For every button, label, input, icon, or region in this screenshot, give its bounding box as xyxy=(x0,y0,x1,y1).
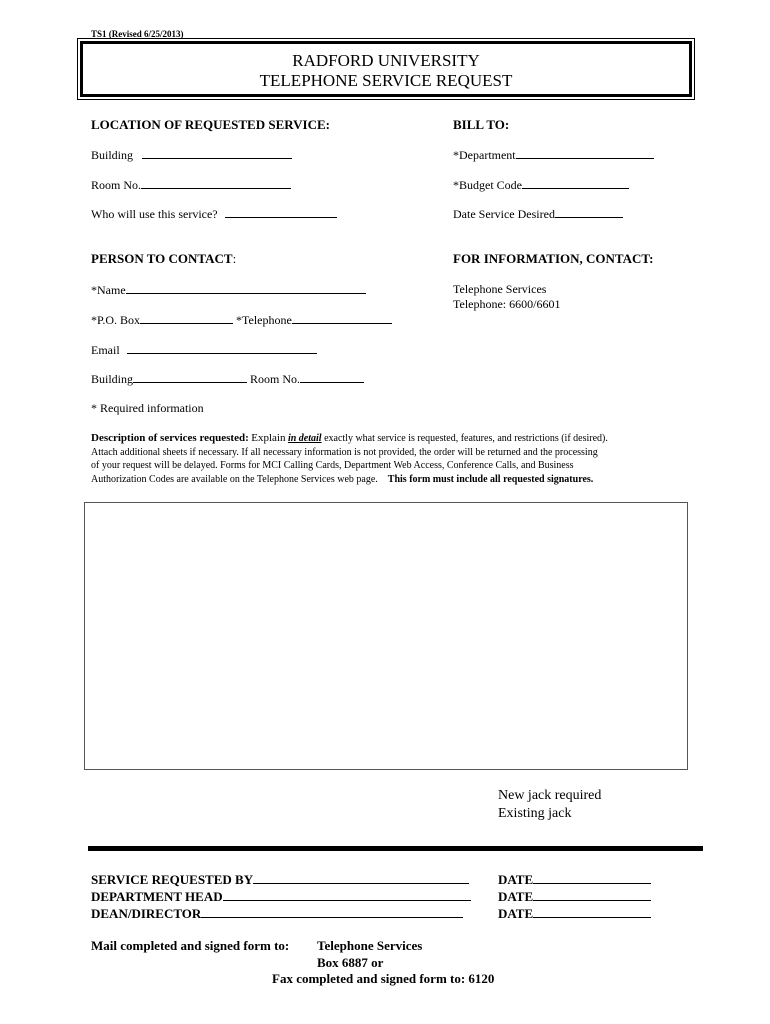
existing-jack-option[interactable]: Existing jack xyxy=(498,806,572,821)
description-lead: Description of services requested: xyxy=(91,432,249,444)
date-line-1[interactable] xyxy=(533,872,651,884)
dean-line[interactable] xyxy=(201,906,463,918)
who-label: Who will use this service? xyxy=(91,207,218,221)
dept-head-date[interactable] xyxy=(498,889,651,905)
contact-room-label: Room No. xyxy=(250,372,301,386)
date-label-2: DATE xyxy=(498,889,534,904)
section-divider xyxy=(88,846,703,851)
signatures-required-note: This form must include all requested signatures. xyxy=(387,473,594,485)
new-jack-option[interactable]: New jack required xyxy=(498,788,602,803)
dept-head-signature[interactable] xyxy=(91,889,471,905)
date-desired-line[interactable] xyxy=(555,206,623,218)
requested-by-line[interactable] xyxy=(253,872,469,884)
person-contact-heading-text: PERSON TO CONTACT xyxy=(91,251,233,266)
dept-head-label: DEPARTMENT HEAD xyxy=(91,889,223,904)
contact-room-line[interactable] xyxy=(300,371,364,383)
description-line4: Authorization Codes are available on the Telephone Services web page. xyxy=(91,473,378,485)
fax-instructions: Fax completed and signed form to: 6120 xyxy=(272,971,495,986)
location-building-field[interactable] xyxy=(91,147,292,163)
department-field[interactable] xyxy=(453,147,654,163)
description-textarea[interactable] xyxy=(84,502,688,770)
telephone-label: *Telephone xyxy=(236,313,292,327)
contact-name-line[interactable] xyxy=(126,282,366,294)
date-line-3[interactable] xyxy=(533,906,651,918)
email-line[interactable] xyxy=(127,342,317,354)
location-heading: LOCATION OF REQUESTED SERVICE: xyxy=(91,117,331,132)
department-label: *Department xyxy=(453,148,516,162)
po-box-line[interactable] xyxy=(140,312,233,324)
mail-box: Box 6887 or xyxy=(317,955,384,970)
info-contact-heading: FOR INFORMATION, CONTACT: xyxy=(453,251,654,266)
person-contact-heading-colon: : xyxy=(232,251,237,266)
requested-by-date[interactable] xyxy=(498,872,651,888)
room-line[interactable] xyxy=(141,177,291,189)
revision-label: TS1 (Revised 6/25/2013) xyxy=(91,29,184,39)
email-field[interactable] xyxy=(91,342,317,358)
contact-building-room-field[interactable] xyxy=(91,371,364,387)
date-desired-label: Date Service Desired xyxy=(453,207,555,221)
date-desired-field[interactable] xyxy=(453,206,623,222)
dept-head-line[interactable] xyxy=(223,889,471,901)
requested-by-label: SERVICE REQUESTED BY xyxy=(91,872,254,887)
po-box-telephone-field[interactable] xyxy=(91,312,392,328)
location-room-field[interactable] xyxy=(91,177,291,193)
title-box xyxy=(80,41,692,97)
dean-label: DEAN/DIRECTOR xyxy=(91,906,202,921)
who-field[interactable] xyxy=(91,206,337,222)
form-title: TELEPHONE SERVICE REQUEST xyxy=(259,71,513,90)
description-line1: exactly what service is requested, features, and restrictions (if desired). xyxy=(324,433,608,444)
building-line[interactable] xyxy=(142,147,292,159)
description-instructions xyxy=(91,432,691,486)
telephone-line[interactable] xyxy=(292,312,392,324)
budget-code-label: *Budget Code xyxy=(453,178,522,192)
bill-to-heading: BILL TO: xyxy=(453,117,510,132)
budget-code-line[interactable] xyxy=(522,177,629,189)
info-contact-line2: Telephone: 6600/6601 xyxy=(453,297,561,311)
contact-building-label: Building xyxy=(91,372,134,386)
dean-date[interactable] xyxy=(498,906,651,922)
explain-text: Explain xyxy=(251,432,286,444)
po-box-label: *P.O. Box xyxy=(91,313,141,327)
description-line2: Attach additional sheets if necessary. If all necessary information is not provided, the order will be returned and the processing xyxy=(91,446,598,458)
who-line[interactable] xyxy=(225,206,337,218)
contact-building-line[interactable] xyxy=(133,371,247,383)
date-label-1: DATE xyxy=(498,872,534,887)
mail-recipient: Telephone Services xyxy=(317,938,423,953)
email-label: Email xyxy=(91,343,120,357)
description-line3: of your request will be delayed. Forms for MCI Calling Cards, Department Web Access, Conference Calls, and Business xyxy=(91,460,574,471)
contact-name-label: *Name xyxy=(91,283,126,297)
person-contact-heading xyxy=(91,251,236,267)
requested-by-signature[interactable] xyxy=(91,872,469,888)
budget-code-field[interactable] xyxy=(453,177,629,193)
info-contact-line1: Telephone Services xyxy=(453,282,547,296)
department-line[interactable] xyxy=(516,147,654,159)
required-note: * Required information xyxy=(91,401,204,415)
in-detail-text: in detail xyxy=(287,433,322,444)
university-title: RADFORD UNIVERSITY xyxy=(292,51,480,70)
contact-name-field[interactable] xyxy=(91,282,366,298)
dean-signature[interactable] xyxy=(91,906,463,922)
mail-instructions-label: Mail completed and signed form to: xyxy=(91,938,290,953)
building-label: Building xyxy=(91,148,134,162)
room-label: Room No. xyxy=(91,178,142,192)
date-line-2[interactable] xyxy=(533,889,651,901)
date-label-3: DATE xyxy=(498,906,534,921)
